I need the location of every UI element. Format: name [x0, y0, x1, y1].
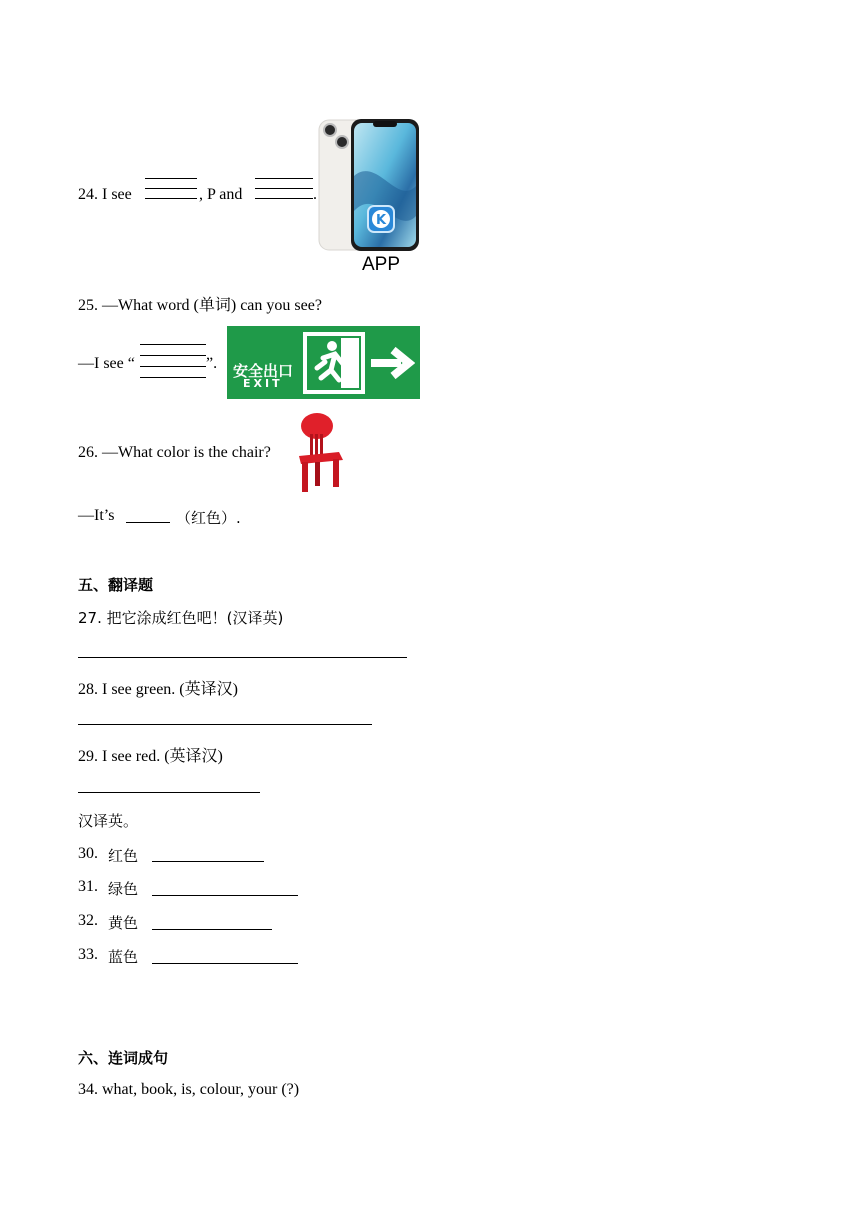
svg-text:K: K: [375, 213, 387, 228]
vocab-num: 30.: [78, 845, 98, 862]
section5-heading: 五、翻译题: [78, 576, 154, 594]
red-chair-image: [293, 412, 345, 494]
q25-question: 25. —What word (单词) can you see?: [78, 297, 322, 314]
q25-answer-suffix: ”.: [206, 355, 218, 372]
vocab-answer-line[interactable]: [152, 963, 298, 964]
vocab-word: 蓝色: [108, 948, 139, 966]
app-caption: APP: [362, 254, 401, 275]
exit-sign-en: EXIT: [243, 377, 283, 390]
running-man-icon: [303, 332, 415, 394]
q24-blank-2b[interactable]: [255, 188, 313, 189]
exit-sign-image: [227, 326, 420, 399]
vocab-answer-line[interactable]: [152, 861, 264, 862]
vocab-num: 32.: [78, 912, 98, 929]
q24-blank-2c[interactable]: [255, 198, 313, 199]
q24-end: .: [313, 186, 317, 203]
q24-prefix: 24. I see: [78, 186, 132, 203]
q25-blank-d[interactable]: [140, 377, 206, 378]
vocab-word: 黄色: [108, 914, 139, 932]
exit-sign-cn: 安全出口: [233, 362, 294, 380]
q24-blank-2a[interactable]: [255, 178, 313, 179]
q24-blank-1b[interactable]: [145, 188, 197, 189]
q34-text: 34. what, book, is, colour, your (?): [78, 1081, 300, 1098]
q26-answer-prefix: —It’s: [78, 507, 115, 524]
q28-text: 28. I see green. (英译汉): [78, 681, 238, 698]
q26-question: 26. —What color is the chair?: [78, 444, 271, 461]
q24-blank-1a[interactable]: [145, 178, 197, 179]
section6-heading: 六、连词成句: [78, 1049, 169, 1067]
sub-instruction: 汉译英。: [78, 812, 139, 830]
q27-text: 27. 把它涂成红色吧！(汉译英): [78, 609, 284, 627]
vocab-word: 绿色: [108, 880, 139, 898]
vocab-num: 31.: [78, 878, 98, 895]
q26-blank[interactable]: [126, 522, 170, 523]
vocab-answer-line[interactable]: [152, 929, 272, 930]
q25-blank-a[interactable]: [140, 344, 206, 345]
vocab-num: 33.: [78, 946, 98, 963]
q25-blank-c[interactable]: [140, 366, 206, 367]
q29-text: 29. I see red. (英译汉): [78, 748, 223, 765]
q25-answer-prefix: —I see “: [78, 355, 135, 372]
smartphone-image: [317, 116, 421, 254]
q26-answer-suffix: （红色）.: [176, 509, 241, 527]
q27-answer-line[interactable]: [78, 657, 407, 658]
vocab-word: 红色: [108, 847, 139, 865]
vocab-answer-line[interactable]: [152, 895, 298, 896]
q28-answer-line[interactable]: [78, 724, 372, 725]
q29-answer-line[interactable]: [78, 792, 260, 793]
q24-mid: , P and: [199, 186, 243, 203]
q24-blank-1c[interactable]: [145, 198, 197, 199]
q25-blank-b[interactable]: [140, 355, 206, 356]
